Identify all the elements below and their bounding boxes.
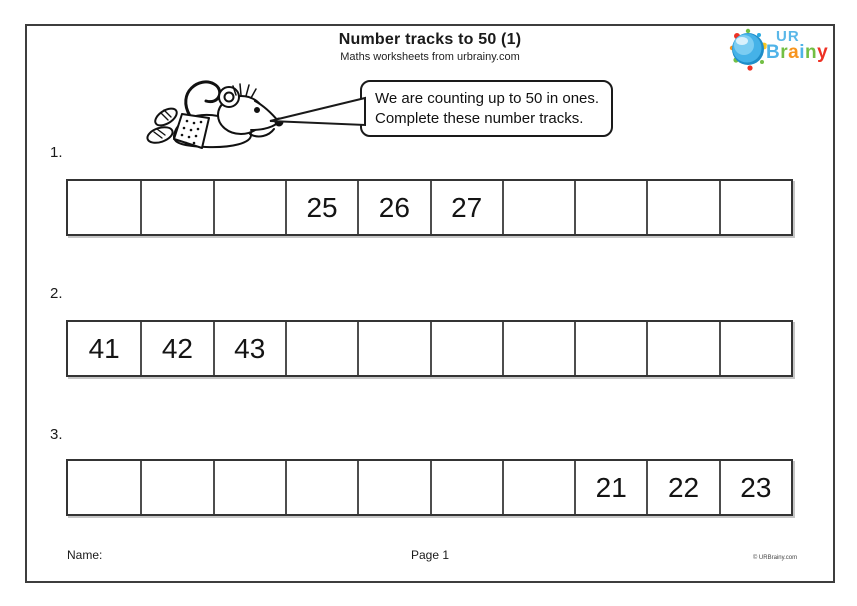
track-cell[interactable] bbox=[430, 461, 502, 514]
name-label: Name: bbox=[67, 548, 103, 562]
track-cell[interactable] bbox=[502, 461, 574, 514]
track-cell[interactable] bbox=[213, 461, 285, 514]
speech-line-2: Complete these number tracks. bbox=[375, 110, 584, 127]
page-subtitle: Maths worksheets from urbrainy.com bbox=[340, 51, 520, 63]
track-1-label: 1. bbox=[50, 144, 63, 161]
track-cell[interactable] bbox=[646, 322, 718, 375]
track-cell[interactable] bbox=[140, 181, 212, 234]
track-3-label: 3. bbox=[50, 426, 63, 443]
track-cell: 23 bbox=[719, 461, 791, 514]
track-cell: 43 bbox=[213, 322, 285, 375]
track-cell[interactable] bbox=[68, 461, 140, 514]
track-cell[interactable] bbox=[574, 322, 646, 375]
track-cell[interactable] bbox=[285, 461, 357, 514]
page-number: Page 1 bbox=[410, 548, 450, 562]
number-track-2 bbox=[66, 320, 793, 377]
logo-text-brainy: Brainy bbox=[766, 42, 829, 63]
copyright: © URBrainy.com bbox=[752, 555, 798, 561]
logo-text-ur: UR bbox=[776, 28, 800, 45]
track-cell: 21 bbox=[574, 461, 646, 514]
track-cell: 42 bbox=[140, 322, 212, 375]
track-cell[interactable] bbox=[430, 322, 502, 375]
track-cell[interactable] bbox=[357, 322, 429, 375]
track-cell: 27 bbox=[430, 181, 502, 234]
track-cell[interactable] bbox=[357, 461, 429, 514]
number-track-3 bbox=[66, 459, 793, 516]
number-track-1 bbox=[66, 179, 793, 236]
track-cell: 26 bbox=[357, 181, 429, 234]
speech-bubble-tail bbox=[265, 88, 370, 133]
track-cell[interactable] bbox=[285, 322, 357, 375]
track-2-label: 2. bbox=[50, 285, 63, 302]
speech-bubble bbox=[360, 80, 613, 137]
track-cell[interactable] bbox=[68, 181, 140, 234]
speech-line-1: We are counting up to 50 in ones. bbox=[375, 90, 600, 107]
track-cell[interactable] bbox=[140, 461, 212, 514]
track-cell: 41 bbox=[68, 322, 140, 375]
track-cell[interactable] bbox=[646, 181, 718, 234]
track-cell[interactable] bbox=[502, 322, 574, 375]
track-cell[interactable] bbox=[502, 181, 574, 234]
track-cell[interactable] bbox=[574, 181, 646, 234]
track-cell[interactable] bbox=[719, 181, 791, 234]
page-title: Number tracks to 50 (1) bbox=[338, 31, 522, 48]
track-cell: 22 bbox=[646, 461, 718, 514]
track-cell: 25 bbox=[285, 181, 357, 234]
urbrainy-logo bbox=[728, 26, 840, 74]
track-cell[interactable] bbox=[213, 181, 285, 234]
track-cell[interactable] bbox=[719, 322, 791, 375]
